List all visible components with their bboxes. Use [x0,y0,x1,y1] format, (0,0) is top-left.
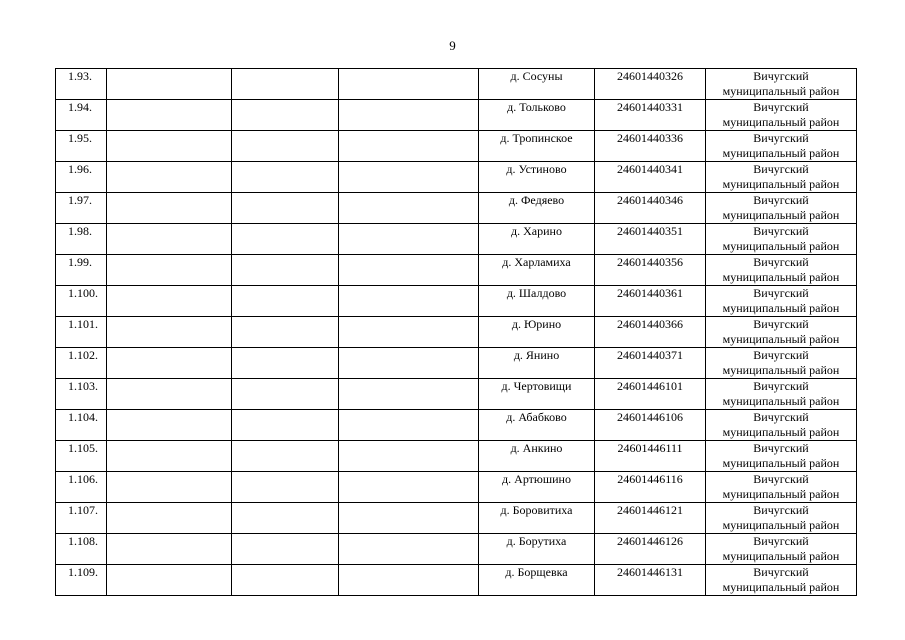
oktmo-code: 24601446116 [595,472,706,503]
oktmo-code: 24601440356 [595,255,706,286]
empty-cell [107,348,232,379]
district-cell [706,69,857,100]
oktmo-code: 24601446111 [595,441,706,472]
district-type: муниципальный район [722,301,840,315]
district-cell [706,410,857,441]
district-name: Вичугский [753,317,809,331]
empty-cell [339,100,479,131]
district-cell [706,286,857,317]
table-row [56,441,857,472]
row-number-cell [56,100,107,131]
empty-cell [339,503,479,534]
district-cell [706,379,857,410]
empty-cell [232,100,339,131]
empty-cell [232,131,339,162]
oktmo-code: 24601440341 [595,162,706,193]
table-body [56,69,857,596]
empty-cell [339,286,479,317]
oktmo-code: 24601440336 [595,131,706,162]
empty-cell [107,255,232,286]
empty-cell [339,162,479,193]
row-number: 1.99. [68,255,92,269]
oktmo-code: 24601446121 [595,503,706,534]
district-name: Вичугский [753,69,809,83]
district-name: Вичугский [753,255,809,269]
table-row [56,379,857,410]
empty-cell [107,441,232,472]
district-cell [706,100,857,131]
empty-cell [232,503,339,534]
row-number: 1.98. [68,224,92,238]
row-number-cell [56,193,107,224]
district-type: муниципальный район [722,177,840,191]
empty-cell [339,379,479,410]
empty-cell [232,472,339,503]
table-row [56,255,857,286]
settlement-name: д. Тольково [479,100,595,131]
row-number-cell [56,162,107,193]
district-type: муниципальный район [722,208,840,222]
district-cell [706,162,857,193]
empty-cell [339,441,479,472]
row-number: 1.100. [68,286,98,300]
oktmo-code: 24601440371 [595,348,706,379]
empty-cell [339,472,479,503]
empty-cell [107,565,232,596]
district-name: Вичугский [753,193,809,207]
row-number: 1.106. [68,472,98,486]
district-name: Вичугский [753,100,809,114]
row-number-cell [56,410,107,441]
empty-cell [339,131,479,162]
table-row [56,317,857,348]
row-number: 1.107. [68,503,98,517]
district-name: Вичугский [753,565,809,579]
oktmo-code: 24601440351 [595,224,706,255]
district-type: муниципальный район [722,487,840,501]
settlement-name: д. Шалдово [479,286,595,317]
settlement-name: д. Борщевка [479,565,595,596]
table-row [56,503,857,534]
district-type: муниципальный район [722,332,840,346]
row-number: 1.104. [68,410,98,424]
empty-cell [339,193,479,224]
empty-cell [107,410,232,441]
district-cell [706,348,857,379]
empty-cell [339,69,479,100]
district-type: муниципальный район [722,549,840,563]
empty-cell [107,379,232,410]
district-name: Вичугский [753,534,809,548]
district-type: муниципальный район [722,115,840,129]
district-name: Вичугский [753,224,809,238]
row-number: 1.94. [68,100,92,114]
district-name: Вичугский [753,472,809,486]
district-name: Вичугский [753,131,809,145]
empty-cell [107,472,232,503]
row-number-cell [56,503,107,534]
oktmo-code: 24601440346 [595,193,706,224]
empty-cell [232,224,339,255]
table-row [56,100,857,131]
empty-cell [107,286,232,317]
district-type: муниципальный район [722,580,840,594]
empty-cell [107,317,232,348]
table-row [56,162,857,193]
row-number-cell [56,317,107,348]
settlements-table [55,68,857,596]
row-number-cell [56,348,107,379]
district-cell [706,317,857,348]
settlement-name: д. Юрино [479,317,595,348]
district-cell [706,534,857,565]
settlement-name: д. Федяево [479,193,595,224]
empty-cell [232,255,339,286]
oktmo-code: 24601440326 [595,69,706,100]
empty-cell [107,224,232,255]
row-number: 1.96. [68,162,92,176]
table-row [56,193,857,224]
district-type: муниципальный район [722,425,840,439]
district-cell [706,441,857,472]
row-number: 1.105. [68,441,98,455]
district-type: муниципальный район [722,518,840,532]
district-cell [706,255,857,286]
oktmo-code: 24601440366 [595,317,706,348]
row-number-cell [56,534,107,565]
district-cell [706,565,857,596]
table-row [56,410,857,441]
table-row [56,131,857,162]
district-cell [706,503,857,534]
oktmo-code: 24601446101 [595,379,706,410]
table-row [56,69,857,100]
settlement-name: д. Абабково [479,410,595,441]
table-row [56,472,857,503]
oktmo-code: 24601446106 [595,410,706,441]
district-type: муниципальный район [722,239,840,253]
district-name: Вичугский [753,410,809,424]
table-row [56,286,857,317]
empty-cell [107,162,232,193]
settlement-name: д. Янино [479,348,595,379]
settlement-name: д. Устиново [479,162,595,193]
settlement-name: д. Тропинское [479,131,595,162]
empty-cell [232,286,339,317]
district-type: муниципальный район [722,146,840,160]
empty-cell [339,255,479,286]
row-number-cell [56,255,107,286]
empty-cell [107,131,232,162]
district-name: Вичугский [753,441,809,455]
district-name: Вичугский [753,348,809,362]
settlement-name: д. Харламиха [479,255,595,286]
empty-cell [232,441,339,472]
district-type: муниципальный район [722,456,840,470]
oktmo-code: 24601440331 [595,100,706,131]
table-row [56,534,857,565]
empty-cell [232,410,339,441]
empty-cell [339,317,479,348]
settlement-name: д. Чертовищи [479,379,595,410]
empty-cell [232,379,339,410]
empty-cell [107,193,232,224]
empty-cell [339,565,479,596]
empty-cell [339,410,479,441]
district-type: муниципальный район [722,363,840,377]
row-number: 1.109. [68,565,98,579]
row-number: 1.102. [68,348,98,362]
empty-cell [107,503,232,534]
oktmo-code: 24601446131 [595,565,706,596]
settlement-name: д. Боровитиха [479,503,595,534]
district-name: Вичугский [753,162,809,176]
row-number-cell [56,224,107,255]
district-name: Вичугский [753,503,809,517]
page-number: 9 [449,38,456,53]
district-cell [706,224,857,255]
row-number: 1.108. [68,534,98,548]
district-type: муниципальный район [722,270,840,284]
settlement-name: д. Харино [479,224,595,255]
empty-cell [107,69,232,100]
empty-cell [232,162,339,193]
empty-cell [339,348,479,379]
row-number-cell [56,131,107,162]
row-number: 1.103. [68,379,98,393]
settlement-name: д. Анкино [479,441,595,472]
table-row [56,348,857,379]
district-cell [706,193,857,224]
row-number-cell [56,286,107,317]
row-number-cell [56,565,107,596]
empty-cell [232,69,339,100]
settlement-name: д. Сосуны [479,69,595,100]
district-name: Вичугский [753,286,809,300]
table-row [56,224,857,255]
empty-cell [232,534,339,565]
district-cell [706,472,857,503]
oktmo-code: 24601440361 [595,286,706,317]
settlement-name: д. Борутиха [479,534,595,565]
empty-cell [232,317,339,348]
district-cell [706,131,857,162]
row-number-cell [56,441,107,472]
empty-cell [232,565,339,596]
row-number-cell [56,379,107,410]
row-number-cell [56,69,107,100]
district-type: муниципальный район [722,84,840,98]
empty-cell [232,348,339,379]
empty-cell [107,100,232,131]
row-number: 1.101. [68,317,98,331]
oktmo-code: 24601446126 [595,534,706,565]
table-row [56,565,857,596]
empty-cell [339,224,479,255]
row-number: 1.95. [68,131,92,145]
row-number-cell [56,472,107,503]
empty-cell [339,534,479,565]
district-type: муниципальный район [722,394,840,408]
row-number: 1.93. [68,69,92,83]
settlement-name: д. Артюшино [479,472,595,503]
row-number: 1.97. [68,193,92,207]
empty-cell [232,193,339,224]
empty-cell [107,534,232,565]
district-name: Вичугский [753,379,809,393]
